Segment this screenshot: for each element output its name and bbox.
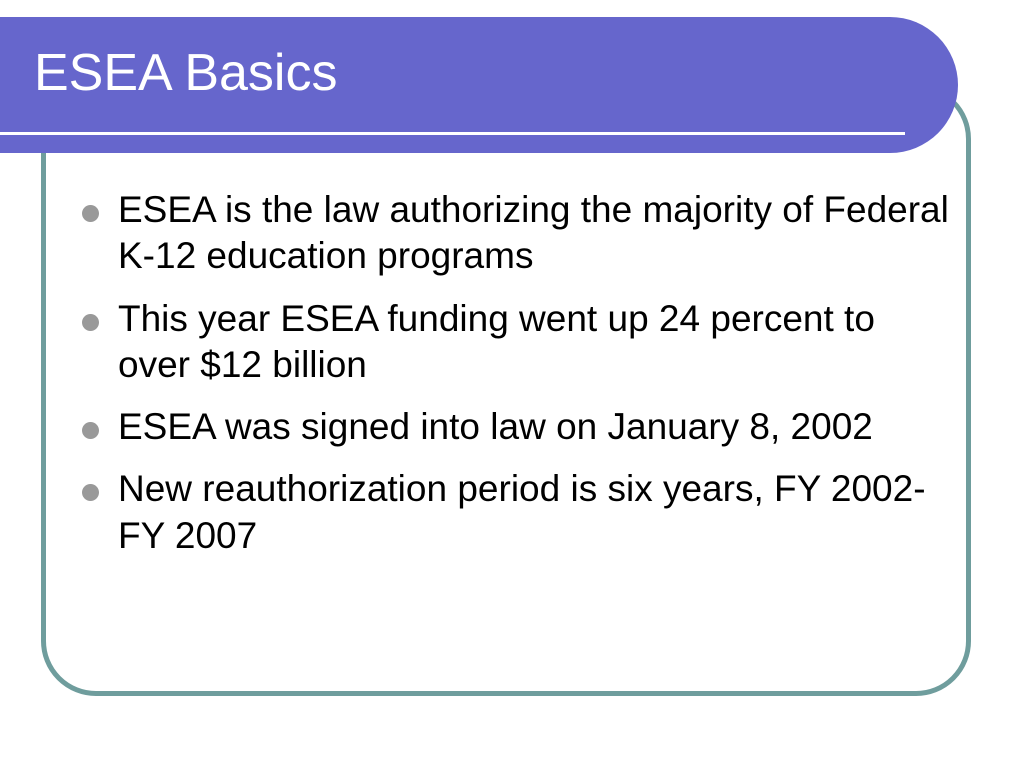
bullet-list	[82, 187, 952, 575]
slide-title: ESEA Basics	[34, 44, 338, 102]
title-underline	[0, 132, 905, 135]
bullet-item	[82, 296, 952, 389]
bullet-text: ESEA was signed into law on January 8, 2002	[118, 406, 873, 447]
bullet-item	[82, 404, 952, 450]
bullet-text: ESEA is the law authorizing the majority of Federal K-12 education programs	[118, 189, 949, 277]
bullet-dot-icon	[82, 205, 99, 222]
bullet-dot-icon	[82, 314, 99, 331]
bullet-item	[82, 187, 952, 280]
bullet-dot-icon	[82, 484, 99, 501]
bullet-item	[82, 466, 952, 559]
bullet-text: New reauthorization period is six years, FY 2002-FY 2007	[118, 468, 926, 556]
bullet-dot-icon	[82, 422, 99, 439]
bullet-text: This year ESEA funding went up 24 percent to over $12 billion	[118, 297, 875, 385]
